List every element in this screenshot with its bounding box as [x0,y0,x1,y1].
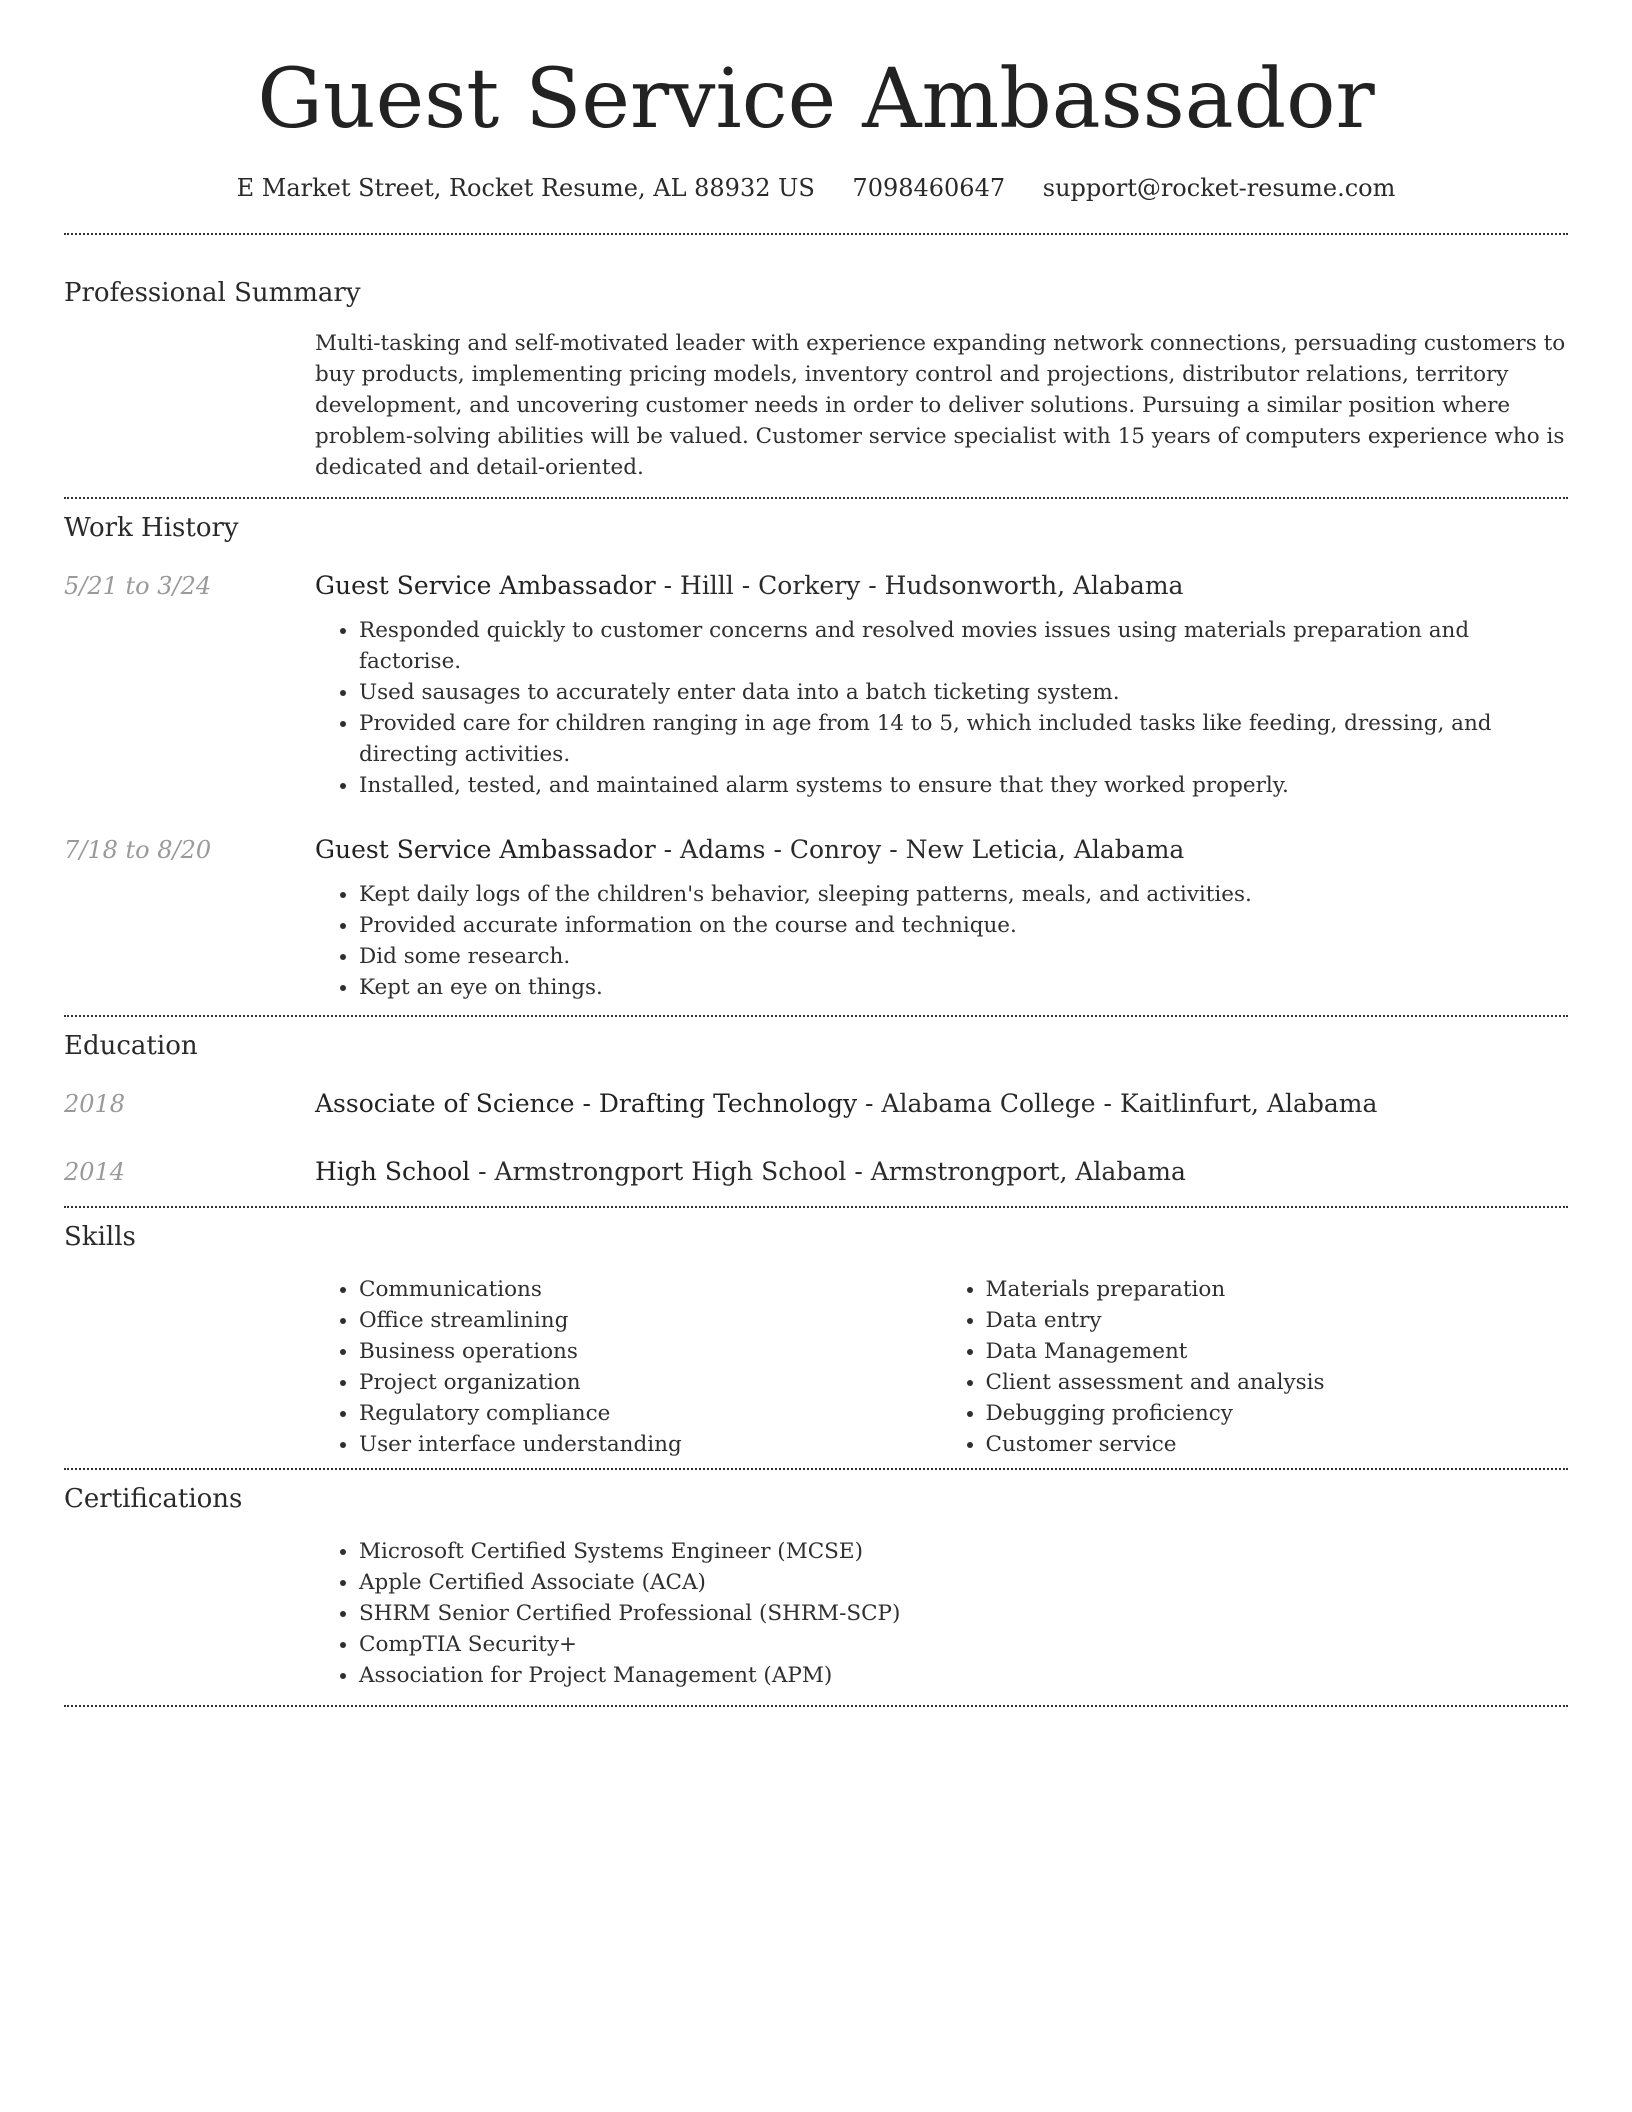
contact-line [64,172,1568,204]
certifications-list [315,1536,1568,1691]
section-title-education: Education [64,1031,198,1061]
list-item: • Responded quickly to customer concerns and resolved movies issues using materials preparation and factorise. [359,615,1568,677]
list-item: • Microsoft Certified Systems Engineer (MCSE) [359,1536,1568,1567]
job-title [315,569,1568,603]
education-title [315,1087,1568,1121]
job-dates: 5/21 to 3/24 [64,572,212,600]
list-item: • Materials preparation [986,1274,1569,1305]
job-entry [64,833,1568,1003]
list-item: • Regulatory compliance [359,1398,942,1429]
list-item: • Business operations [359,1336,942,1367]
contact-address: E Market Street, Rocket Resume, AL 88932 US [236,174,815,202]
list-item: • Debugging proficiency [986,1398,1569,1429]
resume-page [64,0,1568,1707]
list-item: • Office streamlining [359,1305,942,1336]
job-details: - Hilll - Corkery - Hudsonworth, Alabama [655,571,1184,600]
list-item: • Provided care for children ranging in age from 14 to 5, which included tasks like feeding, dressing, and directing activities. [359,708,1568,770]
education-details: - Armstrongport High School - Armstrongport, Alabama [470,1157,1186,1186]
education-year: 2018 [64,1090,126,1118]
education-section [64,1017,1568,1189]
divider [64,1705,1568,1707]
list-item: • Kept daily logs of the children's behavior, sleeping patterns, meals, and activities. [359,879,1568,910]
education-title [315,1155,1568,1189]
education-entry [64,1155,1568,1189]
candidate-name: Guest Service Ambassador [257,52,1375,147]
education-entry [64,1087,1568,1121]
list-item: • Customer service [986,1429,1569,1460]
list-item: • Apple Certified Associate (ACA) [359,1567,1568,1598]
list-item: • Client assessment and analysis [986,1367,1569,1398]
list-item: • Project organization [359,1367,942,1398]
job-dates: 7/18 to 8/20 [64,836,212,864]
certifications-section [64,1470,1568,1691]
contact-phone: 7098460647 [852,174,1006,202]
skills-list-left [315,1274,942,1460]
education-degree: High School [315,1157,471,1186]
list-item: • Did some research. [359,941,1568,972]
job-role: Guest Service Ambassador [315,835,656,864]
section-title-certifications: Certifications [64,1484,243,1514]
list-item: • Data entry [986,1305,1569,1336]
contact-email: support@rocket-resume.com [1042,174,1396,202]
list-item: • Kept an eye on things. [359,972,1568,1003]
skills-columns [315,1254,1568,1460]
education-details: - Alabama College - Kaitlinfurt, Alabama [857,1089,1378,1118]
job-bullets [315,615,1568,801]
list-item: • SHRM Senior Certified Professional (SHRM-SCP) [359,1598,1568,1629]
education-year: 2014 [64,1158,126,1186]
list-item: • Installed, tested, and maintained alarm systems to ensure that they worked properly. [359,770,1568,801]
list-item: • CompTIA Security+ [359,1629,1568,1660]
summary-section [64,235,1568,483]
work-history-section [64,499,1568,1003]
job-title [315,833,1568,867]
list-item: • Association for Project Management (APM) [359,1660,1568,1691]
skills-list-right [942,1274,1569,1460]
list-item: • Communications [359,1274,942,1305]
education-degree: Associate of Science - Drafting Technology [315,1089,858,1118]
section-title-work-history: Work History [64,513,239,543]
list-item: • Used sausages to accurately enter data into a batch ticketing system. [359,677,1568,708]
section-title-summary: Professional Summary [64,278,361,308]
list-item: • Data Management [986,1336,1569,1367]
summary-text: Multi-tasking and self-motivated leader with experience expanding network connections, persuading customers to buy products, implementing pricing models, inventory control and projections, distributor relations, territory development, and uncovering customer needs in order to deliver solutions. Pursuing a similar position where problem-solving abilities will be valued. Customer service specialist with 15 years of computers experience who is dedicated and detail-oriented. [315,331,1566,480]
skills-section [64,1208,1568,1460]
job-details: - Adams - Conroy - New Leticia, Alabama [655,835,1185,864]
section-title-skills: Skills [64,1222,136,1252]
job-role: Guest Service Ambassador [315,571,656,600]
job-entry [64,569,1568,801]
list-item: • Provided accurate information on the course and technique. [359,910,1568,941]
list-item: • User interface understanding [359,1429,942,1460]
job-bullets [315,879,1568,1003]
